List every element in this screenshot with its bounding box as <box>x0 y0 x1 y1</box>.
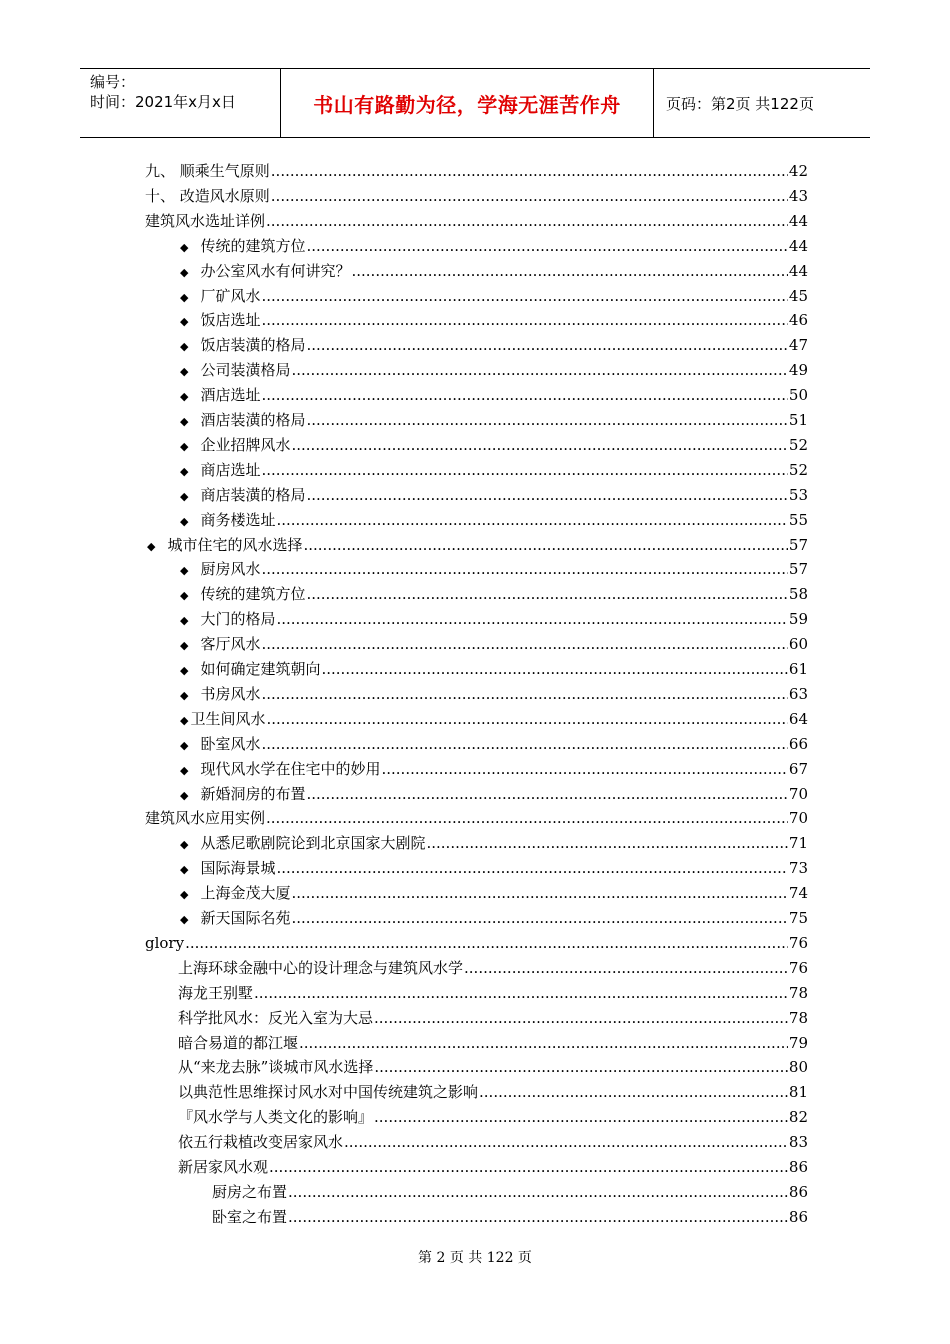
toc-entry[interactable] <box>180 384 808 406</box>
toc-entry-page: 76 <box>788 958 808 977</box>
toc-entry-title: 『风水学与人类文化的影响』 <box>178 1108 374 1127</box>
dot-leader <box>291 882 787 904</box>
toc-entry[interactable] <box>180 409 808 431</box>
toc-entry[interactable] <box>180 683 808 705</box>
toc-entry[interactable] <box>145 160 808 182</box>
toc-entry-page: 44 <box>788 236 808 255</box>
toc-entry-page: 53 <box>788 485 808 504</box>
toc-entry-page: 57 <box>788 560 808 579</box>
toc-entry[interactable] <box>180 608 808 630</box>
diamond-bullet-icon: ◆ <box>180 390 189 404</box>
toc-entry-page: 46 <box>788 311 808 330</box>
toc-entry[interactable] <box>180 484 808 506</box>
diamond-bullet-icon: ◆ <box>180 713 189 727</box>
toc-entry[interactable] <box>180 459 808 481</box>
diamond-bullet-icon: ◆ <box>180 888 189 902</box>
diamond-bullet-icon: ◆ <box>180 415 189 428</box>
toc-entry-page: 52 <box>788 460 808 479</box>
toc-entry[interactable] <box>178 1156 808 1178</box>
toc-entry[interactable] <box>180 857 808 879</box>
diamond-bullet-icon: ◆ <box>180 564 189 578</box>
toc-entry[interactable] <box>212 1181 808 1203</box>
toc-entry-title: 企业招牌风水 <box>200 435 291 454</box>
dot-leader <box>306 334 787 356</box>
dot-leader <box>464 957 788 979</box>
toc-entry-page: 73 <box>788 859 808 878</box>
toc-entry-title: 建筑风水应用实例 <box>145 809 266 828</box>
diamond-bullet-icon: ◆ <box>180 688 189 702</box>
toc-entry-page: 45 <box>788 286 808 305</box>
toc-entry-title: glory <box>145 933 185 952</box>
toc-entry-title: 如何确定建筑朝向 <box>200 660 321 678</box>
toc-entry-title: 暗合易道的都江堰 <box>178 1033 299 1052</box>
header-motto: 书山有路勤为径，学海无涯苦作舟 <box>281 69 654 137</box>
dot-leader <box>271 185 788 207</box>
toc-entry-title: 现代风水学在住宅中的妙用 <box>200 759 381 778</box>
diamond-bullet-icon: ◆ <box>180 589 189 603</box>
toc-entry-page: 75 <box>788 909 808 927</box>
toc-entry-title: 上海金茂大厦 <box>200 884 291 903</box>
toc-entry-page: 76 <box>788 933 808 952</box>
diamond-bullet-icon: ◆ <box>180 639 189 653</box>
toc-entry-page: 60 <box>788 635 808 654</box>
toc-entry-title: 国际海景城 <box>200 859 276 878</box>
toc-entry[interactable] <box>180 359 808 381</box>
toc-entry-page: 44 <box>788 211 808 230</box>
diamond-bullet-icon: ◆ <box>180 863 189 877</box>
toc-entry-title: 以典范性思维探讨风水对中国传统建筑之影响 <box>178 1083 479 1102</box>
toc-entry[interactable] <box>178 1081 808 1103</box>
dot-leader <box>261 459 787 481</box>
toc-entry-title: 卫生间风水 <box>190 709 266 728</box>
dot-leader <box>306 409 787 431</box>
toc-entry-title: 九、 顺乘生气原则 <box>145 162 270 180</box>
dot-leader <box>321 658 787 680</box>
toc-entry-page: 42 <box>788 162 808 180</box>
toc-entry-page: 86 <box>788 1158 808 1176</box>
diamond-bullet-icon: ◆ <box>180 240 189 254</box>
toc-entry[interactable] <box>178 1056 808 1078</box>
dot-leader <box>299 1032 788 1054</box>
dot-leader <box>266 210 788 232</box>
dot-leader <box>306 783 787 805</box>
dot-leader <box>291 434 787 456</box>
toc-entry[interactable] <box>180 334 808 356</box>
dot-leader <box>261 285 787 307</box>
toc-entry[interactable] <box>180 434 808 456</box>
page-footer: 第 2 页 共 122 页 <box>418 1250 532 1266</box>
toc-entry-title: 大门的格局 <box>200 610 276 629</box>
toc-entry-title: 厨房之布置 <box>212 1182 288 1201</box>
toc-entry[interactable] <box>178 1106 808 1128</box>
header-page-info: 页码：第2页 共122页 <box>666 94 814 113</box>
dot-leader <box>426 832 787 854</box>
dot-leader <box>261 558 787 580</box>
toc-entry-page: 71 <box>788 834 808 853</box>
diamond-bullet-icon: ◆ <box>180 788 189 802</box>
toc-entry-title: 办公室风水有何讲究？ <box>200 261 351 280</box>
toc-entry-page: 78 <box>788 983 808 1002</box>
dot-leader <box>261 733 787 755</box>
toc-entry[interactable] <box>145 932 808 954</box>
diamond-bullet-icon: ◆ <box>180 315 189 329</box>
dot-leader <box>269 1156 788 1178</box>
toc-entry-title: 新天国际名苑 <box>200 909 291 927</box>
toc-entry-title: 卧室之布置 <box>212 1207 288 1226</box>
toc-entry[interactable] <box>212 1206 808 1228</box>
toc-entry-page: 70 <box>788 809 808 828</box>
toc-entry-title: 酒店装潢的格局 <box>200 411 306 429</box>
diamond-bullet-icon: ◆ <box>180 265 189 279</box>
diamond-bullet-icon: ◆ <box>180 913 189 926</box>
toc-entry-page: 55 <box>788 510 808 529</box>
toc-entry[interactable] <box>180 658 808 680</box>
number-label: 编号： <box>90 73 136 91</box>
toc-entry-page: 43 <box>788 186 808 205</box>
diamond-bullet-icon: ◆ <box>180 763 189 777</box>
toc-entry[interactable] <box>180 509 808 531</box>
dot-leader <box>344 1131 788 1153</box>
dot-leader <box>374 1106 788 1128</box>
dot-leader <box>288 1181 788 1203</box>
toc-entry[interactable] <box>180 882 808 904</box>
toc-entry[interactable] <box>178 957 808 979</box>
diamond-bullet-icon: ◆ <box>147 539 156 553</box>
toc-entry-title: 客厅风水 <box>200 635 261 654</box>
dot-leader <box>291 359 787 381</box>
toc-entry-title: 书房风水 <box>200 684 261 703</box>
dot-leader <box>185 932 788 954</box>
dot-leader <box>291 907 787 929</box>
dot-leader <box>261 633 787 655</box>
dot-leader <box>381 758 787 780</box>
diamond-bullet-icon: ◆ <box>180 439 189 453</box>
diamond-bullet-icon: ◆ <box>180 489 189 503</box>
toc-entry-page: 78 <box>788 1008 808 1027</box>
toc-entry[interactable] <box>180 733 808 755</box>
diamond-bullet-icon: ◆ <box>180 514 189 528</box>
toc-entry-title: 酒店选址 <box>200 386 261 405</box>
toc-entry-title: 商店选址 <box>200 460 261 479</box>
dot-leader <box>261 683 787 705</box>
toc-entry-title: 商务楼选址 <box>200 510 276 529</box>
dot-leader <box>351 260 787 282</box>
toc-entry[interactable] <box>180 783 808 805</box>
diamond-bullet-icon: ◆ <box>180 838 189 852</box>
toc-entry-title: 公司装潢格局 <box>200 361 291 380</box>
toc-entry[interactable] <box>180 907 808 929</box>
toc-entry[interactable] <box>180 260 808 282</box>
toc-entry-page: 44 <box>788 261 808 280</box>
toc-entry-title: 依五行栽植改变居家风水 <box>178 1133 344 1152</box>
toc-entry-page: 59 <box>788 610 808 629</box>
diamond-bullet-icon: ◆ <box>180 464 189 478</box>
toc-entry-title: 海龙王别墅 <box>178 983 254 1002</box>
toc-entry-page: 70 <box>788 784 808 803</box>
toc-entry-page: 61 <box>788 660 808 678</box>
diamond-bullet-icon: ◆ <box>180 340 189 354</box>
dot-leader <box>266 708 787 730</box>
diamond-bullet-icon: ◆ <box>180 290 189 304</box>
toc-entry-title: 新婚洞房的布置 <box>200 784 306 803</box>
dot-leader <box>276 608 787 630</box>
diamond-bullet-icon: ◆ <box>180 664 189 677</box>
toc-entry[interactable] <box>147 534 808 556</box>
toc-entry[interactable] <box>178 982 808 1004</box>
dot-leader <box>374 1056 788 1078</box>
toc-entry-title: 传统的建筑方位 <box>200 236 306 255</box>
toc-entry[interactable] <box>145 185 808 207</box>
dot-leader <box>266 807 788 829</box>
toc-entry-title: 从悉尼歌剧院论到北京国家大剧院 <box>200 834 426 853</box>
toc-entry-title: 卧室风水 <box>200 734 261 753</box>
dot-leader <box>276 857 787 879</box>
toc-entry[interactable] <box>145 807 808 829</box>
toc-entry-title: 从“来龙去脉”谈城市风水选择 <box>178 1058 374 1077</box>
toc-entry-page: 66 <box>788 734 808 753</box>
toc-entry[interactable] <box>178 1007 808 1029</box>
toc-entry-page: 58 <box>788 585 808 604</box>
dot-leader <box>288 1206 788 1228</box>
toc-entry-page: 49 <box>788 361 808 380</box>
toc-entry-title: 建筑风水选址详例 <box>145 211 266 230</box>
toc-entry-page: 86 <box>788 1182 808 1201</box>
toc-entry-title: 商店装潢的格局 <box>200 485 306 504</box>
dot-leader <box>303 534 787 556</box>
diamond-bullet-icon: ◆ <box>180 365 189 379</box>
toc-entry-page: 52 <box>788 435 808 454</box>
dot-leader <box>254 982 788 1004</box>
toc-entry-title: 饭店装潢的格局 <box>200 336 306 355</box>
toc-entry-page: 80 <box>788 1058 808 1077</box>
toc-entry[interactable] <box>180 285 808 307</box>
toc-entry-title: 传统的建筑方位 <box>200 585 306 604</box>
toc-entry-title: 十、 改造风水原则 <box>145 186 270 205</box>
toc-entry-title: 厨房风水 <box>200 560 261 579</box>
toc-entry-page: 63 <box>788 684 808 703</box>
dot-leader <box>306 484 787 506</box>
dot-leader <box>261 309 787 331</box>
toc-entry[interactable] <box>145 210 808 232</box>
toc-entry-title: 厂矿风水 <box>200 286 261 305</box>
toc-entry[interactable] <box>180 832 808 854</box>
toc-entry-page: 81 <box>788 1083 808 1102</box>
dot-leader <box>306 583 787 605</box>
toc-entry[interactable] <box>180 708 808 730</box>
toc-entry-page: 67 <box>788 759 808 778</box>
dot-leader <box>276 509 787 531</box>
toc-entry-page: 83 <box>788 1133 808 1152</box>
toc-entry-page: 47 <box>788 336 808 355</box>
toc-entry-title: 上海环球金融中心的设计理念与建筑风水学 <box>178 958 464 977</box>
toc-entry[interactable] <box>180 309 808 331</box>
dot-leader <box>271 160 788 182</box>
toc-entry[interactable] <box>180 633 808 655</box>
toc-entry-page: 74 <box>788 884 808 903</box>
diamond-bullet-icon: ◆ <box>180 614 189 628</box>
toc-entry[interactable] <box>180 758 808 780</box>
toc-entry-page: 82 <box>788 1108 808 1127</box>
date-label: 时间：2021年x月x日 <box>90 93 236 111</box>
toc-entry[interactable] <box>178 1032 808 1054</box>
toc-entry-page: 50 <box>788 386 808 405</box>
toc-entry-page: 57 <box>788 535 808 554</box>
dot-leader <box>261 384 787 406</box>
toc-entry[interactable] <box>180 583 808 605</box>
toc-entry-title: 科学批风水：反光入室为大忌 <box>178 1008 374 1027</box>
toc-entry-title: 饭店选址 <box>200 311 261 330</box>
toc-entry-page: 64 <box>788 709 808 728</box>
toc-entry[interactable] <box>178 1131 808 1153</box>
toc-entry-page: 86 <box>788 1207 808 1226</box>
dot-leader <box>306 235 787 257</box>
toc-entry[interactable] <box>180 235 808 257</box>
page-header <box>80 68 870 138</box>
toc-entry-title: 新居家风水观 <box>178 1158 269 1176</box>
toc-entry-page: 79 <box>788 1033 808 1052</box>
toc-entry-title: 城市住宅的风水选择 <box>167 535 303 554</box>
dot-leader <box>374 1007 788 1029</box>
header-meta <box>80 69 281 137</box>
toc-entry[interactable] <box>180 558 808 580</box>
toc-entry-page: 51 <box>788 411 808 429</box>
diamond-bullet-icon: ◆ <box>180 738 189 752</box>
dot-leader <box>479 1081 788 1103</box>
